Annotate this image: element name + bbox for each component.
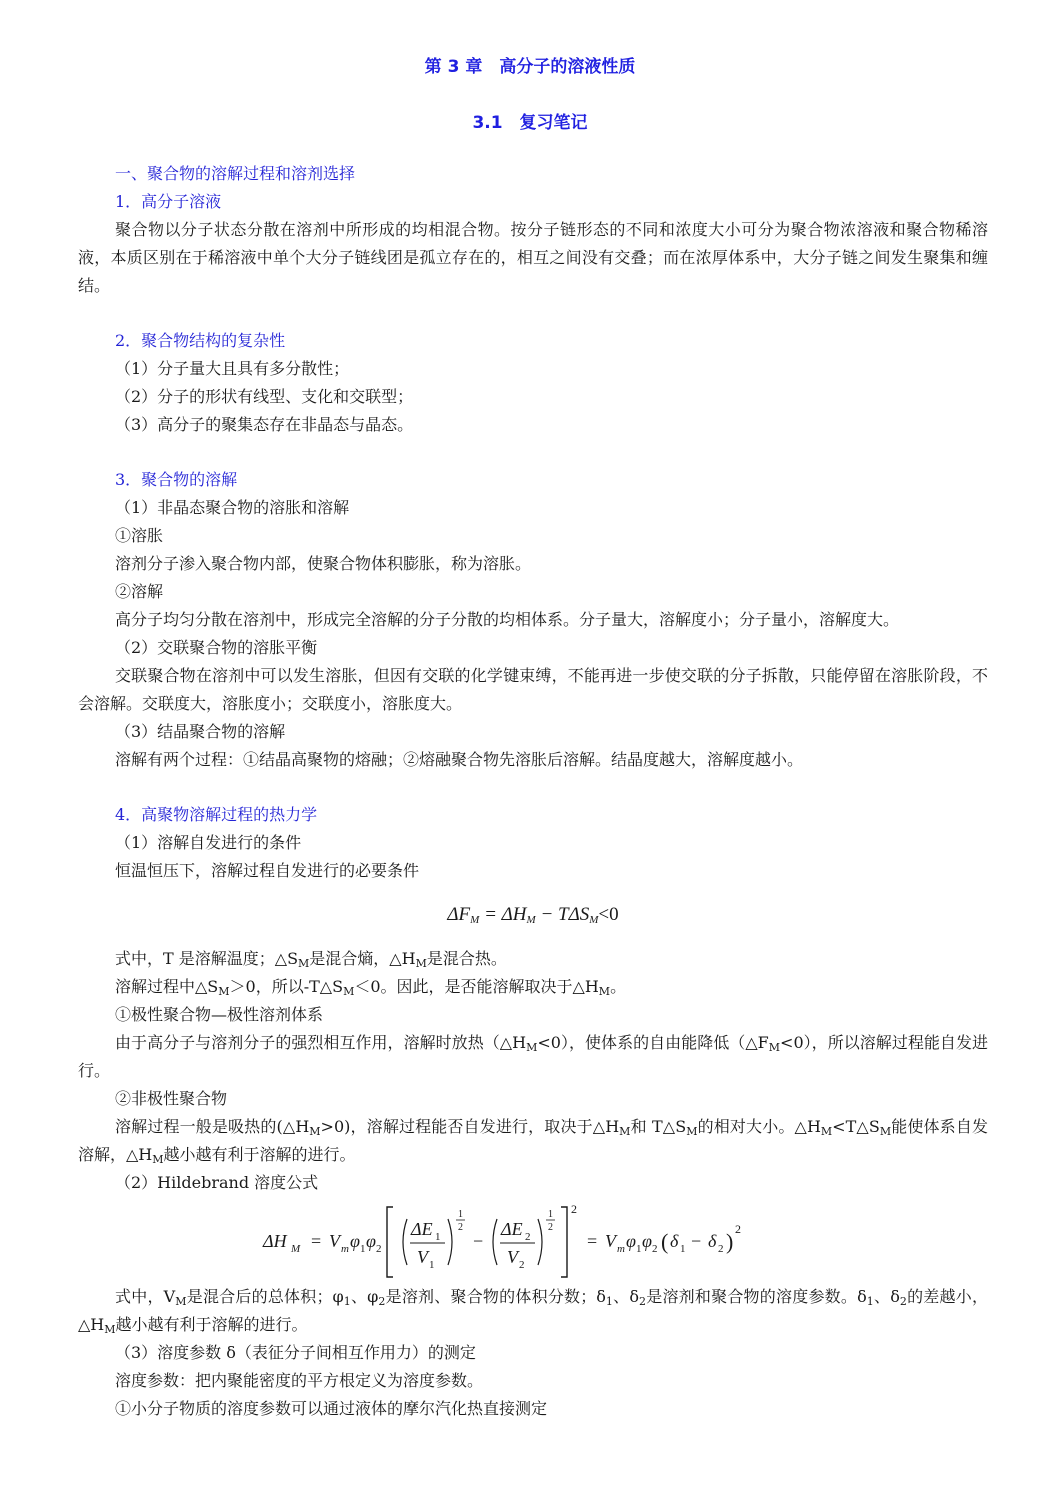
paragraph: 高分子均匀分散在溶剂中，形成完全溶解的分子分散的均相体系。分子量大，溶解度小；分子量小，溶解度大。	[115, 610, 900, 629]
paragraph: 溶解过程中$\triangle S_M>0$，所以$-T\triangle S_M<0$。因此，是否能溶解取决于$\triangle H_M$。	[115, 977, 627, 998]
paragraph: 交联聚合物在溶剂中可以发生溶胀，但因有交联的化学键束缚，不能再进一步使交联的分子拆散，只能停留在溶胀阶段，不会溶解。交联度大，溶胀度小；交联度小，溶胀度大。	[78, 666, 988, 713]
svg-text:2: 2	[548, 1222, 553, 1233]
svg-text:V: V	[605, 1231, 616, 1251]
svg-text:): )	[726, 1229, 734, 1254]
subheading: （1）非晶态聚合物的溶胀和溶解	[115, 498, 350, 517]
subheading: （1）溶解自发进行的条件	[115, 833, 302, 852]
svg-text:2: 2	[519, 1259, 525, 1271]
svg-text:2: 2	[652, 1243, 658, 1255]
heading-2: 2．聚合物结构的复杂性	[115, 331, 286, 350]
subheading: ②非极性聚合物	[115, 1089, 228, 1108]
svg-text:1: 1	[548, 1209, 553, 1220]
svg-text:φ: φ	[350, 1231, 360, 1251]
svg-text:ΔE: ΔE	[501, 1219, 523, 1239]
svg-text:m: m	[617, 1243, 625, 1255]
svg-text:δ: δ	[708, 1231, 717, 1251]
heading-3: 3．聚合物的溶解	[115, 470, 238, 489]
paragraph: 恒温恒压下，溶解过程自发进行的必要条件	[115, 861, 420, 880]
list-item: （3）高分子的聚集态存在非晶态与晶态。	[115, 415, 414, 434]
heading-1: 1．高分子溶液	[115, 192, 222, 211]
svg-text:φ: φ	[642, 1231, 652, 1251]
svg-text:φ: φ	[366, 1231, 376, 1251]
subheading: （2）Hildebrand 溶度公式	[115, 1173, 319, 1192]
paragraph: 溶度参数：把内聚能密度的平方根定义为溶度参数。	[115, 1371, 484, 1390]
paragraph-polymer-solution: 聚合物以分子状态分散在溶剂中所形成的均相混合物。按分子链形态的不同和浓度大小可分为聚合物浓溶液和聚合物稀溶液，本质区别在于稀溶液中单个大分子链线团是孤立存在的，相互之间没有交叠；而在浓厚体系中，大分子链之间发生聚集和缠结。	[78, 220, 988, 295]
svg-text:2: 2	[376, 1243, 382, 1255]
svg-text:m: m	[341, 1243, 349, 1255]
subheading: ②溶解	[115, 582, 164, 601]
svg-text:2: 2	[718, 1243, 724, 1255]
paragraph: 式中，$V_M$是混合后的总体积；$\varphi_1$、$\varphi_2$是溶剂、聚合物的体积分数；$\delta_1$、$\delta_2$是溶剂和聚合物的溶度参数。$\delta_1$、$\delta_2$的差越小，$\triangle H_M$越小越有利于溶解的进行。	[78, 1287, 988, 1336]
svg-text:V: V	[417, 1247, 428, 1267]
svg-text:1: 1	[680, 1243, 686, 1255]
svg-text:1: 1	[458, 1209, 463, 1220]
paragraph: ①小分子物质的溶度参数可以通过液体的摩尔汽化热直接测定	[115, 1399, 548, 1418]
list-item: （1）分子量大且具有多分散性；	[115, 359, 350, 378]
paragraph: 溶解过程一般是吸热的$(\triangle H_M>0)$，溶解过程能否自发进行，取决于$\triangle H_M$和 $T\triangle S_M$的相对大小。$\triangle H_M<T\triangle S_M$能使体系自发溶解，$\triangle H_M$越小越有利于溶解的进行。	[78, 1117, 988, 1166]
svg-text:δ: δ	[670, 1231, 679, 1251]
subheading: ①极性聚合物—极性溶剂体系	[115, 1005, 324, 1024]
svg-text:−: −	[473, 1231, 484, 1251]
heading-4: 4．高聚物溶解过程的热力学	[115, 805, 318, 824]
svg-text:(: (	[661, 1229, 669, 1254]
paragraph: 溶剂分子渗入聚合物内部，使聚合物体积膨胀，称为溶胀。	[115, 554, 532, 573]
paragraph: 溶解有两个过程：①结晶高聚物的熔融；②熔融聚合物先溶胀后溶解。结晶度越大，溶解度越小。	[115, 750, 804, 769]
svg-text:ΔE: ΔE	[411, 1219, 433, 1239]
svg-text:1: 1	[636, 1243, 642, 1255]
svg-text:2: 2	[735, 1222, 741, 1236]
document-body	[78, 160, 988, 1423]
svg-text:1: 1	[429, 1259, 435, 1271]
svg-text:=: =	[311, 1231, 322, 1251]
svg-text:1: 1	[435, 1231, 441, 1243]
hildebrand-formula-svg	[253, 1197, 813, 1283]
svg-text:ΔH: ΔH	[263, 1231, 287, 1251]
subheading: （3）结晶聚合物的溶解	[115, 722, 286, 741]
svg-text:=: =	[587, 1231, 598, 1251]
heading-part-1: 一、聚合物的溶解过程和溶剂选择	[115, 164, 356, 183]
svg-text:M: M	[291, 1243, 301, 1255]
svg-text:−: −	[691, 1231, 702, 1251]
svg-text:2: 2	[525, 1231, 531, 1243]
equation-hildebrand	[78, 1197, 988, 1283]
equation-free-energy: $\Delta F_M = \Delta H_M - T\Delta S_M<0$	[447, 904, 619, 926]
subheading: （3）溶度参数 δ（表征分子间相互作用力）的测定	[115, 1343, 476, 1362]
svg-text:2: 2	[571, 1202, 577, 1216]
subheading: （2）交联聚合物的溶胀平衡	[115, 638, 318, 657]
svg-text:V: V	[507, 1247, 518, 1267]
svg-text:φ: φ	[626, 1231, 636, 1251]
svg-text:1: 1	[360, 1243, 366, 1255]
list-item: （2）分子的形状有线型、支化和交联型；	[115, 387, 414, 406]
paragraph: 式中，T 是溶解温度；$\triangle S_M$是混合熵，$\triangle H_M$是混合热。	[115, 949, 507, 970]
svg-text:2: 2	[458, 1222, 463, 1233]
chapter-title: 第 3 章 高分子的溶液性质	[424, 57, 636, 77]
svg-text:V: V	[329, 1231, 340, 1251]
paragraph: 由于高分子与溶剂分子的强烈相互作用，溶解时放热$(\triangle H_M<0)$，使体系的自由能降低$(\triangle F_M<0)$，所以溶解过程能自发进行。	[78, 1033, 988, 1080]
section-title: 3.1 复习笔记	[472, 113, 588, 133]
subheading: ①溶胀	[115, 526, 164, 545]
